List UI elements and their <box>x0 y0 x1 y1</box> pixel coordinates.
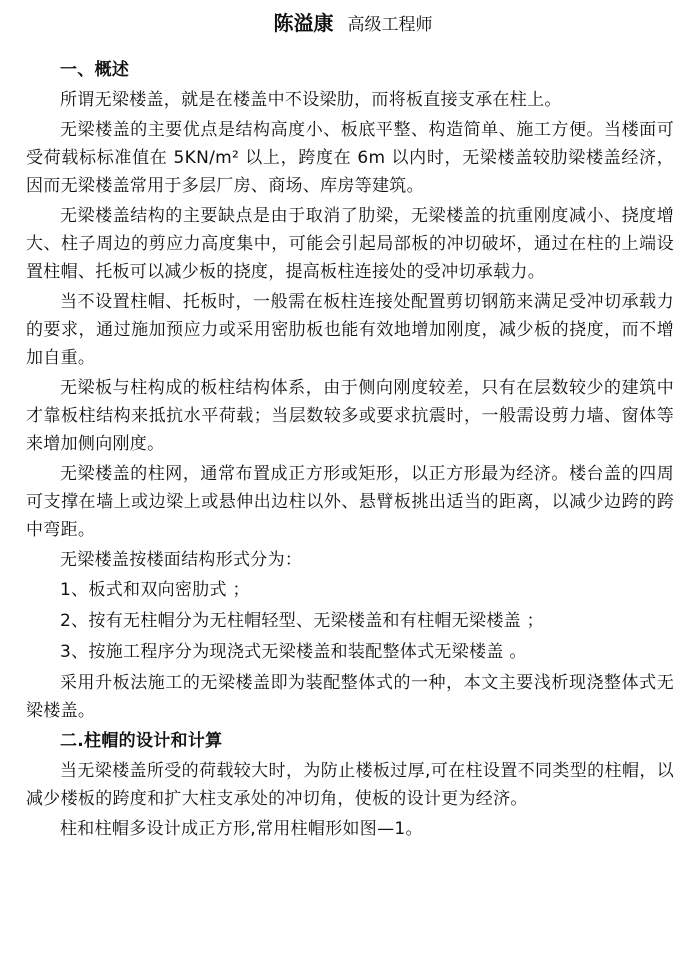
list-item: 1、板式和双向密肋式 ； <box>60 580 250 600</box>
author-name: 陈溢康 <box>273 11 334 35</box>
paragraph: 无梁楼盖结构的主要缺点是由于取消了肋梁，无梁楼盖的抗重刚度减小、挠度增大、柱子周边的剪应力高度集中，可能会引起局部板的冲切破坏，通过在柱的上端设置柱帽、托板可以减少板的挠度，提高板柱连接处的受冲切承载力。 <box>26 206 674 282</box>
list-item: 2、按有无柱帽分为无柱帽轻型、无梁楼盖和有柱帽无梁楼盖 ； <box>60 611 544 631</box>
paragraph: 无梁楼盖的柱网，通常布置成正方形或矩形，以正方形最为经济。楼台盖的四周可支撑在墙上或边梁上或悬伸出边柱以外、悬臂板挑出适当的距离，以减少边跨的跨中弯距。 <box>26 464 674 540</box>
section-heading-overview: 一、概述 <box>60 60 130 80</box>
paragraph: 采用升板法施工的无梁楼盖即为装配整体式的一种，本文主要浅析现浇整体式无梁楼盖。 <box>26 673 674 721</box>
paragraph: 所谓无梁楼盖，就是在楼盖中不设梁肋，而将板直接支承在柱上。 <box>60 90 562 110</box>
document-body <box>26 56 674 843</box>
paragraph: 无梁板与柱构成的板柱结构体系，由于侧向刚度较差，只有在层数较少的建筑中才靠板柱结构来抵抗水平荷载；当层数较多或要求抗震时，一般需设剪力墙、窗体等来增加侧向刚度。 <box>26 378 674 454</box>
paragraph: 无梁楼盖的主要优点是结构高度小、板底平整、构造简单、施工方便。当楼面可受荷载标标准值在 5KN/m² 以上，跨度在 6m 以内时，无梁楼盖较肋梁楼盖经济，因而无梁楼盖常用于多层厂房、商场、库房等建筑。 <box>26 120 674 196</box>
section-heading-column-cap: 二.柱帽的设计和计算 <box>60 731 223 751</box>
paragraph: 当无梁楼盖所受的荷载较大时，为防止楼板过厚,可在柱设置不同类型的柱帽，以减少楼板的跨度和扩大柱支承处的冲切角，使板的设计更为经济。 <box>26 761 674 809</box>
paragraph: 柱和柱帽多设计成正方形,常用柱帽形如图—1。 <box>60 819 423 839</box>
list-item: 3、按施工程序分为现浇式无梁楼盖和装配整体式无梁楼盖 。 <box>60 642 527 662</box>
document-header <box>32 6 674 40</box>
paragraph: 无梁楼盖按楼面结构形式分为： <box>60 550 303 570</box>
author-title: 高级工程师 <box>347 15 433 35</box>
paragraph: 当不设置柱帽、托板时，一般需在板柱连接处配置剪切钢筋来满足受冲切承载力的要求，通过施加预应力或采用密肋板也能有效地增加刚度，减少板的挠度，而不增加自重。 <box>26 292 674 368</box>
